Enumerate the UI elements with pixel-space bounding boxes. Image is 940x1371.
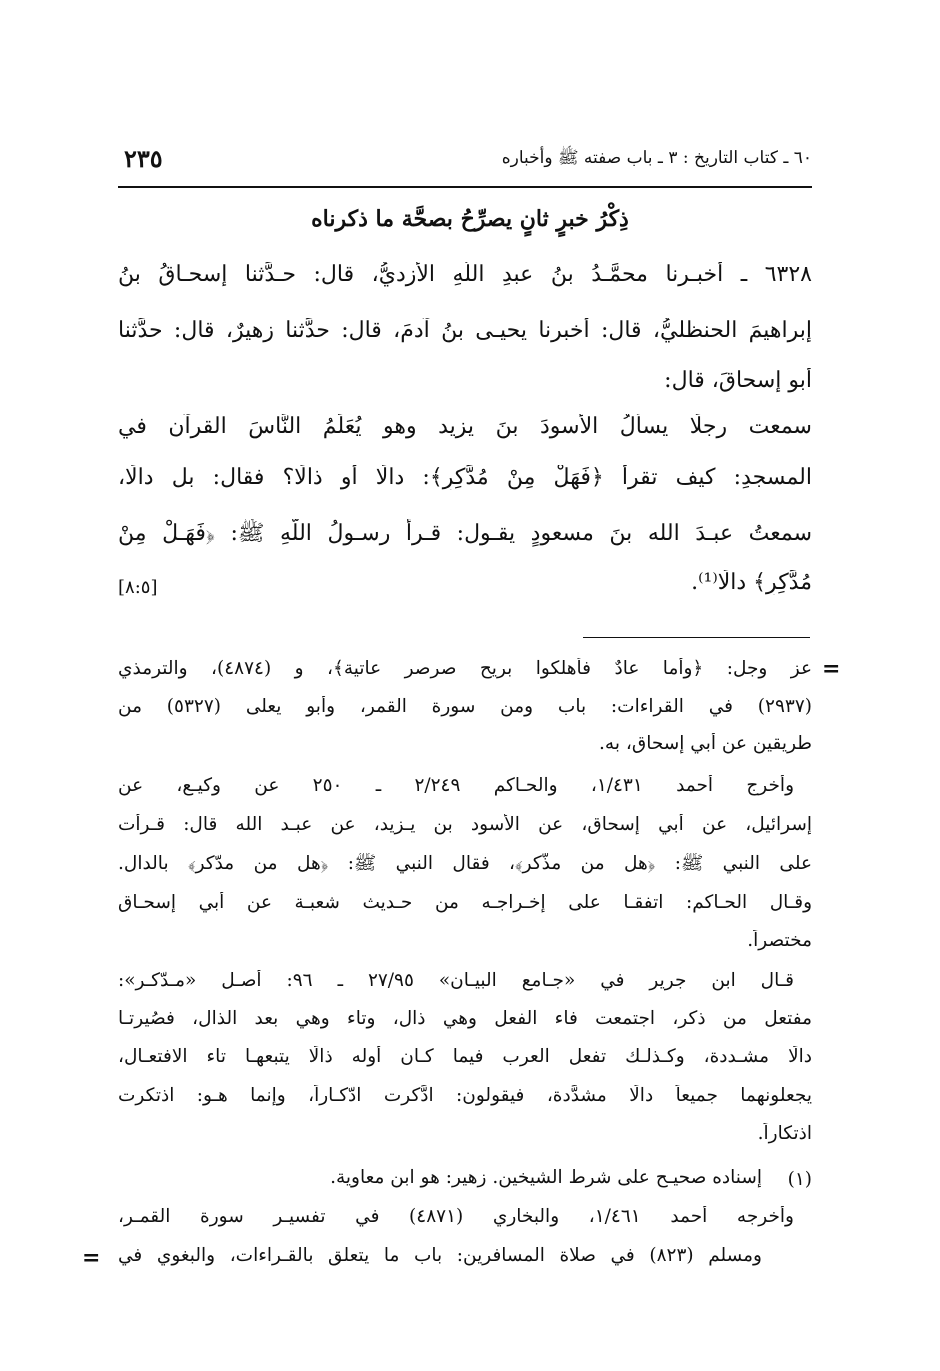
footnote-line: اذتكاراً.: [757, 1123, 812, 1144]
footnote-line: وأخرجه أحمد ١/٤٦١، والبخاري (٤٨٧١) في تفسيـر سورة القمـر،: [118, 1206, 794, 1227]
footnote-line: عز وجل: ﴿وأما عادٌ فأُهلكوا بريح صرصر عاتية﴾، و (٤٨٧٤)، والترمذي: [118, 658, 812, 679]
footnote-line: إسرائيل، عن أبي إسحاق، عن الأسود بن يـزيد، عن عبـد الله قال: قـرأت: [118, 814, 812, 835]
footnote-line: يجعلونهما جميعاً دالًا مشدَّدة، فيقولون: ادَّكرت ادّكـاراً، وإنما هـو: اذتكرت: [118, 1085, 812, 1106]
footnote-line: مختصراً.: [747, 930, 812, 951]
footnote-line: على النبي ﷺ: ﴿هل من مذَّكر﴾، فقال النبي ﷺ: ﴿هل من مدّكر﴾ بالدال.: [118, 853, 812, 874]
header-rule: [118, 186, 812, 188]
section-heading: ذِكْرُ خبرٍ ثانٍ يصرِّحُ بصحَّة ما ذكرناه: [311, 206, 629, 232]
hadith-line: المسجدِ: كيف تقرأ ﴿فَهَلْ مِنْ مُدَّكِرٍ﴾: دالًا أو ذالًا؟ فقال: بل دالًا،: [118, 465, 812, 490]
footnote-rule: [583, 637, 810, 638]
hadith-line: سمعت رجلًا يسألُ الأسودَ بنَ يزيد وهو يُعَلِّمُ النَّاسَ القرآن في: [118, 414, 812, 439]
running-title: ٦٠ ـ كتاب التاريخ : ٣ ـ باب صفته ﷺ وأخباره: [501, 148, 812, 168]
footnote-line: (٢٩٣٧) في القراءات: باب ومن سورة القمر، وأبو يعلى (٥٣٢٧) من: [118, 696, 812, 717]
hadith-line: مُدَّكِرٍ﴾ دالًا⁽¹⁾.: [691, 570, 812, 595]
hadith-line: أبو إسحاقَ، قال:: [664, 368, 812, 393]
continuation-mark: =: [822, 656, 841, 682]
hadith-line: ٦٣٢٨ ـ أخبـرنا محمَّـدُ بنُ عبدِ اللَّهِ الأزديُّ، قال: حـدَّثنا إسحـاقُ بنُ: [118, 262, 812, 287]
footnote-line: ومسلم (٨٢٣) في صلاة المسافرين: باب ما يتعلق بالقـراءات، والبغوي في: [118, 1245, 762, 1266]
footnote-line: مفتعل من ذكر، اجتمعت فاء الفعل وهي ذال، وتاء وهي بعد الذال، فصُيرتـا: [118, 1008, 812, 1029]
footnote-line: دالًا مشـددة، وكـذلـك تفعل العرب فيما كـان أوله ذالًا يتبعهـا تاء الافتعـال،: [118, 1046, 812, 1067]
footnote-line: قـال ابن جرير في «جـامع البيـان» ٢٧/٩٥ ـ ٩٦: أصـل «مـدّكـر»:: [118, 970, 794, 991]
footnote-line: إسناده صحيـح على شرط الشيخين. زهير: هو ابن معاوية.: [330, 1167, 762, 1188]
footnote-line: طريقين عن أبي إسحاق، به.: [599, 733, 812, 754]
continuation-mark: =: [82, 1245, 101, 1271]
hadith-line: سمعتُ عبـدَ الله بنَ مسعودٍ يقـول: قـرأ رسـولُ اللَّهِ ﷺ: ﴿فَهَـلْ مِنْ: [118, 521, 812, 546]
reference-tag: [٨:٥]: [118, 577, 158, 598]
footnote-line: وأخرج أحمد ١/٤٣١، والحـاكم ٢/٢٤٩ ـ ٢٥٠ عن وكيـع، عن: [118, 775, 794, 796]
footnote-number: (١): [787, 1169, 812, 1190]
footnote-line: وقـال الحـاكم: اتفقـا على إخـراجـه من حـديث شعبـة عن أبي إسحـاق: [118, 892, 812, 913]
page-number: ٢٣٥: [124, 144, 163, 173]
hadith-line: إبراهيمَ الحنظليُّ، قال: أخبرنا يحيـى بنُ آدمَ، قال: حدَّثنا زهيرٌ، قال: حدَّثنا: [118, 318, 812, 343]
